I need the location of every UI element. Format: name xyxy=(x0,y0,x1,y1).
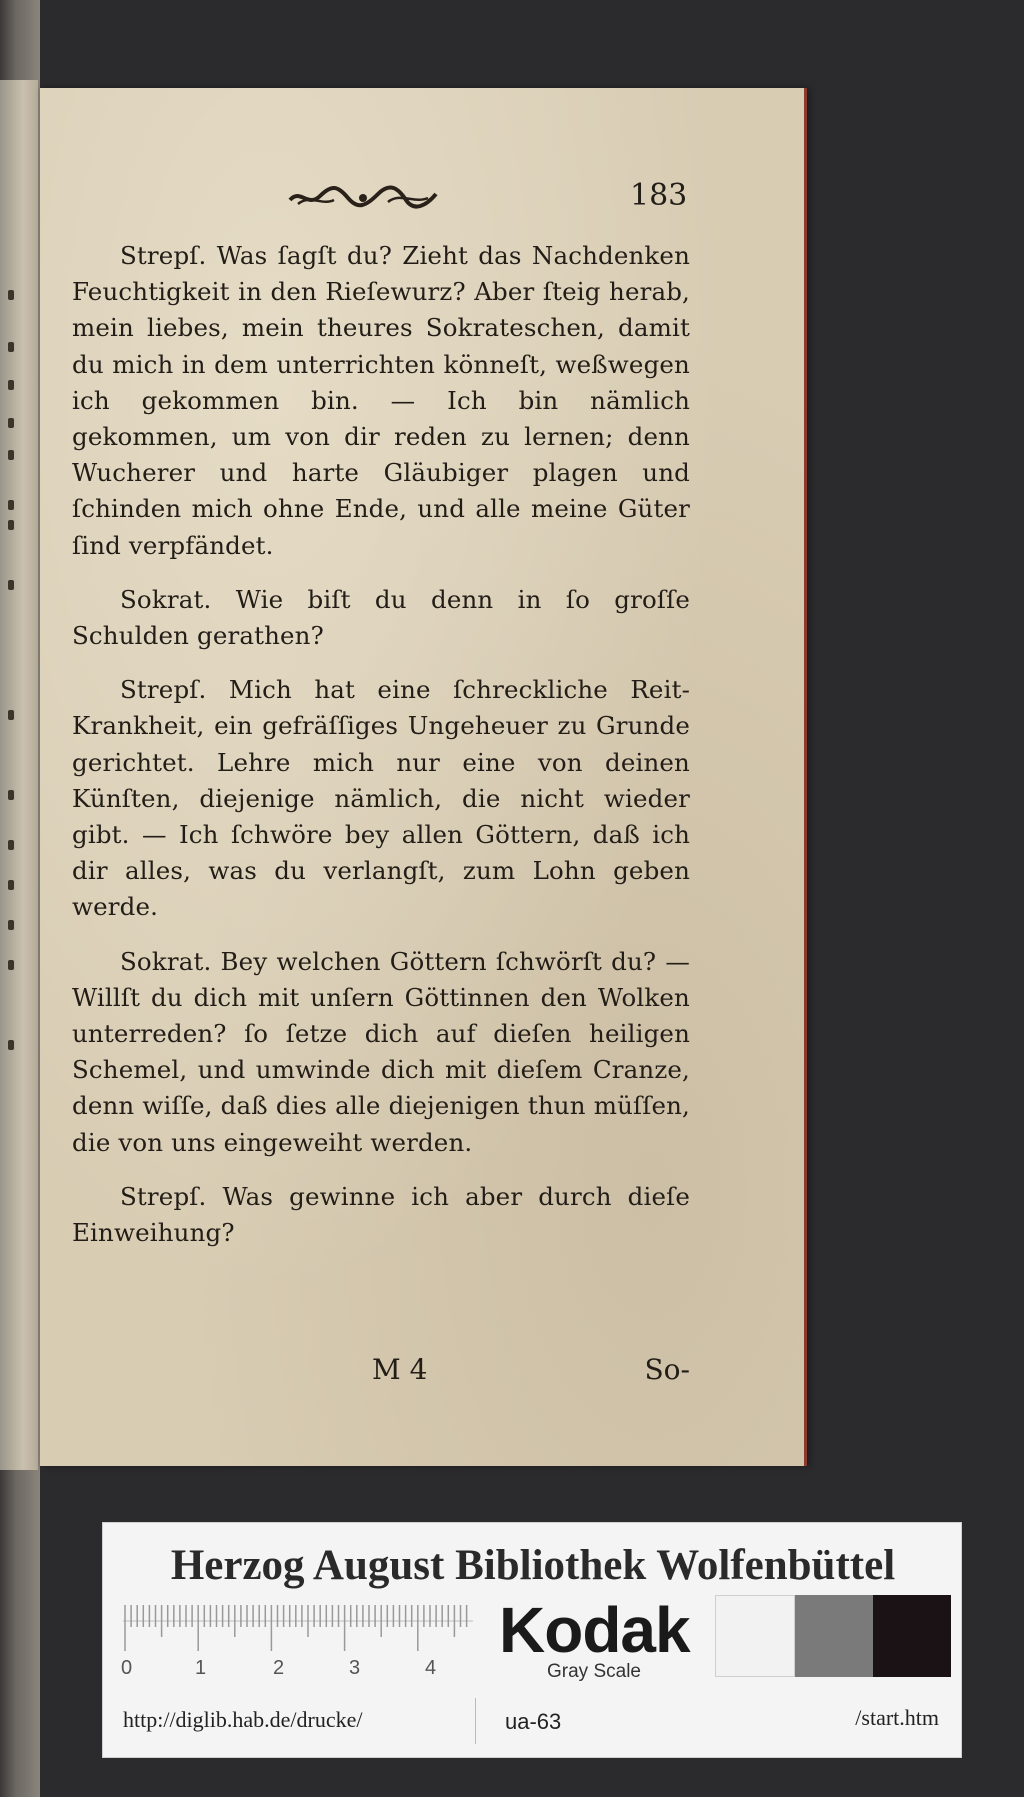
facing-page-edge xyxy=(0,80,38,1470)
white-swatch xyxy=(715,1595,795,1677)
divider xyxy=(475,1698,476,1744)
ruler-icon xyxy=(123,1601,473,1657)
source-url: http://diglib.hab.de/drucke/ xyxy=(123,1707,363,1732)
black-swatch xyxy=(873,1595,951,1677)
paragraph: Sokrat. Bey welchen Göttern ſchwörſt du? — Willſt du dich mit unſern Göttinnen den Wolken unterreden? ſo ſetze dich auf dieſen heiligen Schemel, und umwinde dich mit dieſem Cranze, denn wiſſe, daß dies alle diejenigen thun müſſen, die von uns eingeweiht werden. xyxy=(72,946,690,1157)
paragraph: Strepſ. Was ſagſt du? Zieht das Nachdenken Feuchtigkeit in den Rieſewurz? Aber ſteig herab, mein liebes, mein theures Sokrateschen, damit du mich in dem unterrichten könneſt, weßwegen ich gekommen bin. — Ich bin nämlich gekommen, um von dir reden zu lernen; denn Wucherer und harte Gläubiger plagen und ſchinden mich ohne Ende, und alle meine Güter ſind verpfändet. xyxy=(72,241,690,560)
page-footer xyxy=(72,1353,690,1393)
book-page xyxy=(40,88,807,1466)
gray-scale-label: Gray Scale xyxy=(547,1661,641,1682)
ruler-numbers xyxy=(119,1657,479,1687)
scan-target-card xyxy=(102,1522,962,1758)
ruler-number: 4 xyxy=(425,1657,437,1679)
catchword: So- xyxy=(644,1353,690,1386)
signature-mark: M 4 xyxy=(372,1353,428,1386)
library-title: Herzog August Bibliothek Wolfenbüttel xyxy=(170,1542,896,1589)
page-number: 183 xyxy=(630,178,688,213)
paragraph: Sokrat. Wie biſt du denn in ſo groſſe Schulden gerathen? xyxy=(72,584,690,651)
ornament-icon xyxy=(288,184,438,210)
shelfmark-code: ua-63 xyxy=(505,1709,562,1734)
gray-swatch xyxy=(795,1595,873,1677)
ruler-number: 3 xyxy=(349,1657,361,1679)
paragraph: Strepſ. Was gewinne ich aber durch dieſe Einweihung? xyxy=(72,1181,690,1248)
kodak-logo: Kodak xyxy=(499,1594,690,1666)
paragraph: Strepſ. Mich hat eine ſchreckliche Reit-Krankheit, ein gefräſſiges Ungeheuer zu Grunde gerichtet. Lehre mich nur eine von deinen Künſten, diejenige nämlich, die nicht wieder gibt. — Ich ſchwöre bey allen Göttern, daß ich dir alles, was du verlangſt, zum Lohn geben werde. xyxy=(72,675,690,922)
ruler-number: 2 xyxy=(273,1657,285,1679)
url-suffix: /start.htm xyxy=(855,1705,939,1730)
ruler-number: 1 xyxy=(195,1657,207,1679)
page-header xyxy=(40,178,804,218)
body-text xyxy=(72,238,690,1251)
ruler-number: 0 xyxy=(121,1657,133,1679)
